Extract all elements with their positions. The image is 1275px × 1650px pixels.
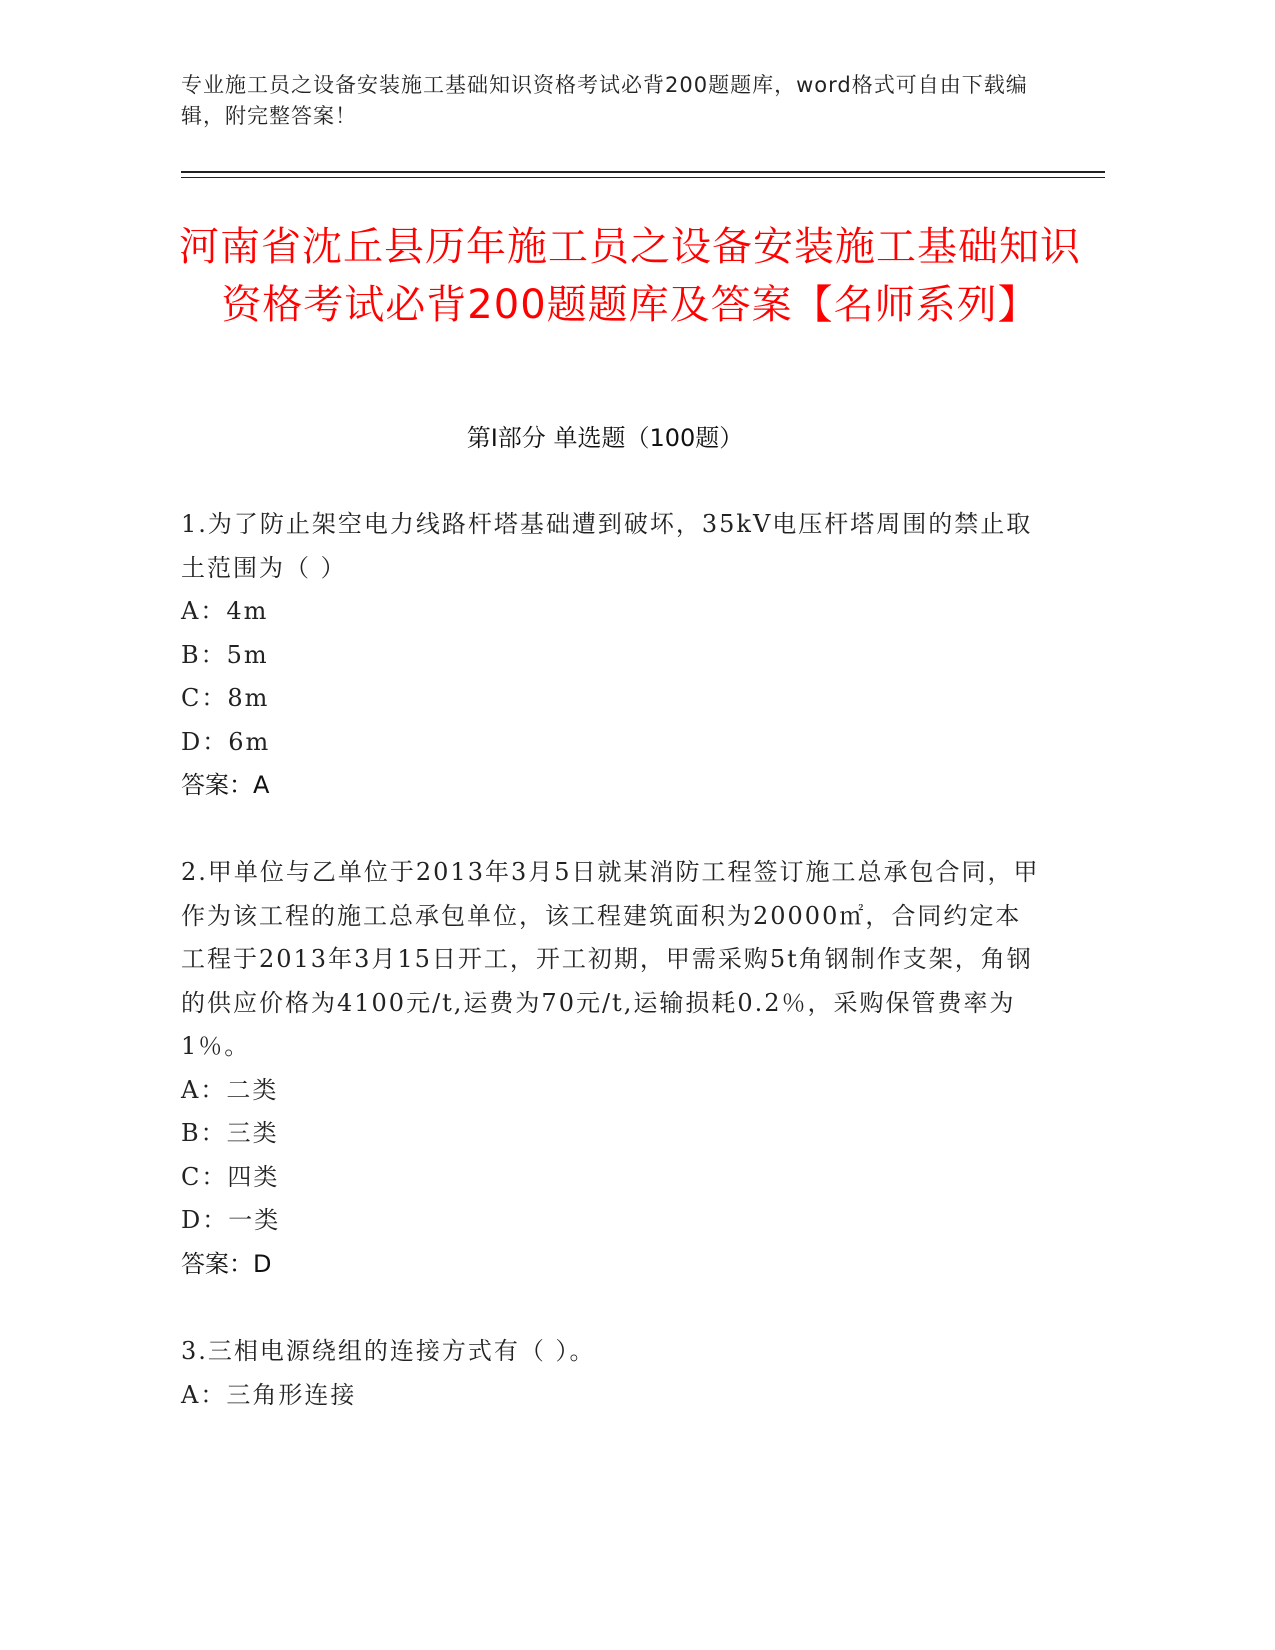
option-a: A：三角形连接 [181,1380,357,1409]
question-2 [181,851,1041,1286]
question-1 [181,503,1041,808]
option-a: A：4m [181,597,269,625]
option-d: D：6m [181,727,271,756]
option-c: C：四类 [181,1162,280,1191]
option-a: A：二类 [181,1075,279,1104]
question-stem: 1.为了防止架空电力线路杆塔基础遭到破坏，35kV电压杆塔周围的禁止取土范围为（ ） [181,510,1033,582]
option-c: C：8m [181,684,270,712]
question-3 [181,1330,1041,1417]
answer: 答案：D [181,1249,272,1278]
question-stem: 3.三相电源绕组的连接方式有（ ）。 [181,1337,596,1365]
option-b: B：5m [181,640,269,669]
answer: 答案：A [181,771,270,799]
header-divider-thin [181,177,1105,178]
question-stem: 2.甲单位与乙单位于2013年3月5日就某消防工程签订施工总承包合同，甲作为该工程的施工总承包单位，该工程建筑面积为20000㎡，合同约定本工程于2013年3月15日开工，开工初期，甲需采购5t角钢制作支架，角钢的供应价格为4100元/t,运费为70元/t,运输损耗0.2％，采购保管费率为1％。 [181,858,1040,1060]
header-note: 专业施工员之设备安装施工基础知识资格考试必背200题题库，word格式可自由下载编辑，附完整答案！ [181,73,1028,128]
document-title: 河南省沈丘县历年施工员之设备安装施工基础知识资格考试必背200题题库及答案【名师系列】 [179,224,1081,328]
section-title: 第Ⅰ部分 单选题（100题） [466,424,744,452]
option-d: D：一类 [181,1206,281,1234]
header-divider-thick [181,171,1105,173]
option-b: B：三类 [181,1119,279,1147]
